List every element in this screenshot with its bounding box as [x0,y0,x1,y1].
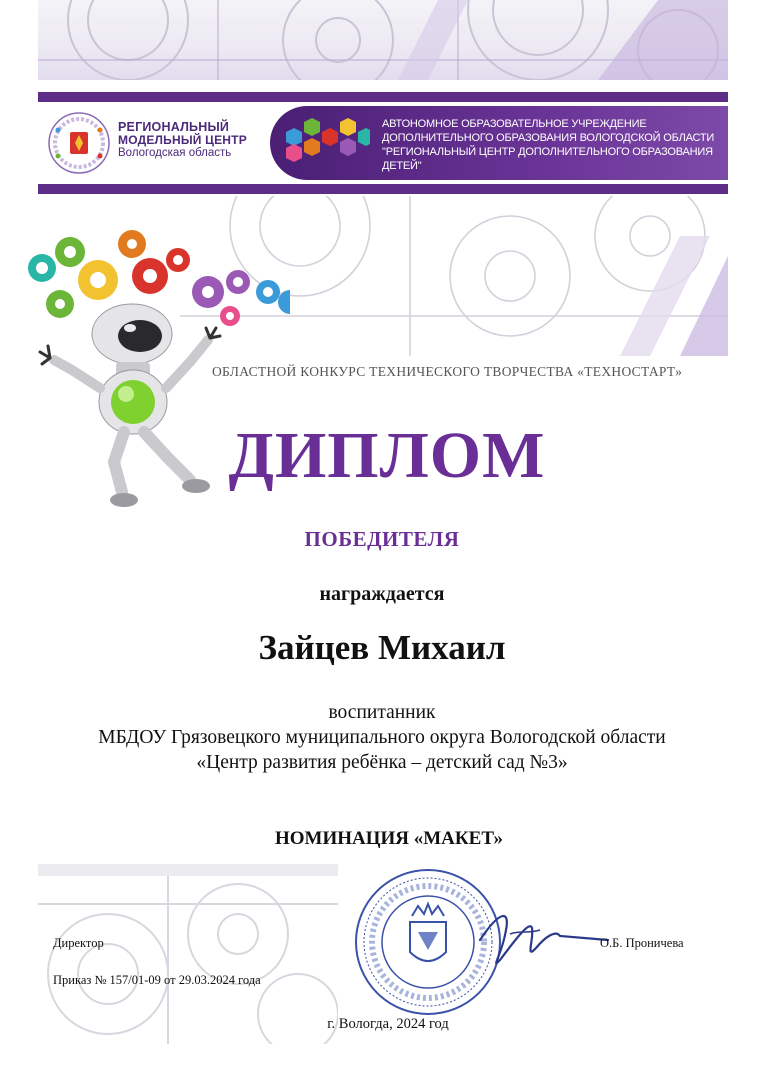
director-label: Директор [53,936,104,950]
recipient-status: воспитанник [328,702,436,723]
organization-name-line2: ДОПОЛНИТЕЛЬНОГО ОБРАЗОВАНИЯ ВОЛОГОДСКОЙ ОБЛАСТИ [382,132,715,144]
director-name: О.Б. Проничева [600,936,684,950]
rmc-title-line1: РЕГИОНАЛЬНЫЙ [118,120,230,134]
band-stripe-bottom [38,184,728,194]
contest-title: ОБЛАСТНОЙ КОНКУРС ТЕХНИЧЕСКОГО ТВОРЧЕСТВА «ТЕХНОСТАРТ» [212,364,683,379]
place-and-year: г. Вологда, 2024 год [327,1016,449,1032]
organization-name [382,117,728,173]
organization-name-line3: "РЕГИОНАЛЬНЫЙ ЦЕНТР ДОПОЛНИТЕЛЬНОГО ОБРАЗОВАНИЯ ДЕТЕЙ" [382,146,713,172]
order-reference: Приказ № 157/01-09 от 29.03.2024 года [53,973,261,987]
band-stripe-top [38,92,728,102]
nomination: НОМИНАЦИЯ «МАКЕТ» [274,828,504,849]
institution-full-name: «Центр развития ребёнка – детский сад №3» [196,752,568,773]
awarded-label: награждается [319,583,445,605]
recipient-info [0,700,764,775]
diploma-title: ДИПЛОМ [228,419,546,492]
rmc-title [118,121,247,160]
discipline-hexagons-icon [274,118,370,166]
rmc-region: Вологодская область [118,147,232,159]
header-band [38,92,728,194]
signature-icon [470,900,610,980]
rmc-title-line2: МОДЕЛЬНЫЙ ЦЕНТР [118,133,247,147]
top-gear-art [38,0,728,80]
recipient-name: Зайцев Михаил [258,628,506,667]
organization-name-line1: АВТОНОМНОЕ ОБРАЗОВАТЕЛЬНОЕ УЧРЕЖДЕНИЕ [382,118,647,130]
diploma-subtitle: ПОБЕДИТЕЛЯ [304,527,460,551]
regional-model-center-logo-icon [46,110,112,176]
institution-name: МБДОУ Грязовецкого муниципального округа Вологодской области [98,727,666,748]
